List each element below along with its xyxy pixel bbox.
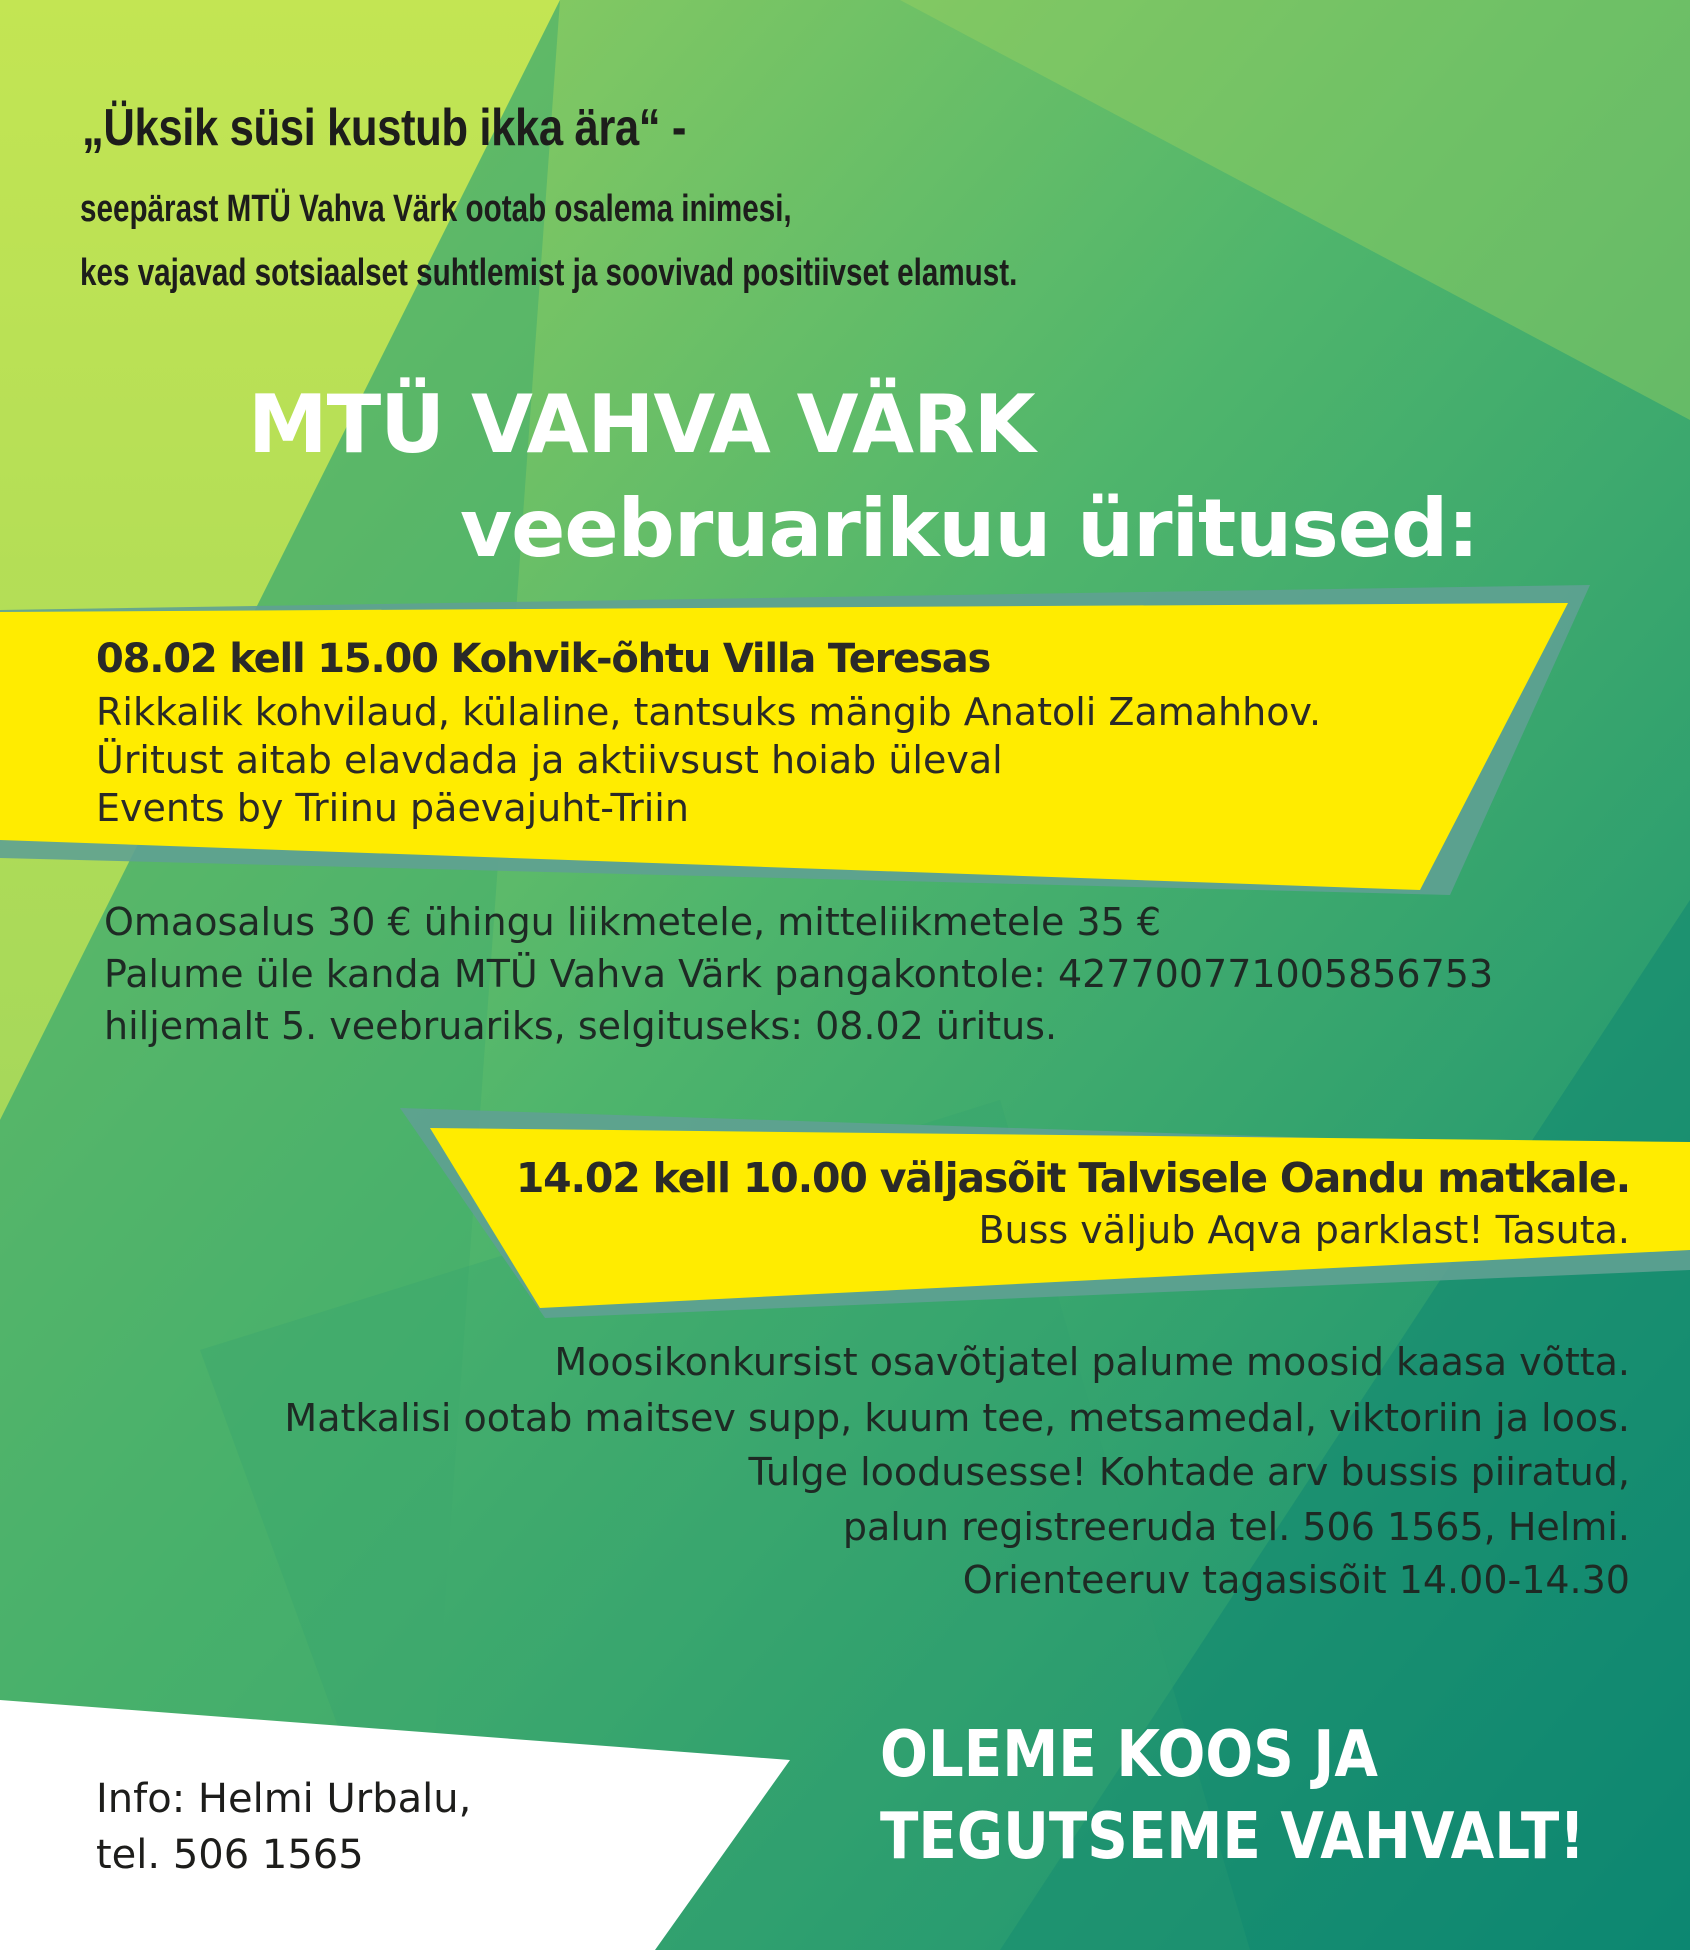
slogan-line-1: OLEME KOOS JA	[880, 1718, 1378, 1792]
payment-line: Omaosalus 30 € ühingu liikmetele, mitteliikmetele 35 €	[104, 900, 1162, 944]
event2-title: 14.02 kell 10.00 väljasõit Talvisele Oandu matkale.	[515, 1154, 1630, 1202]
intro-line-1: seepärast MTÜ Vahva Värk ootab osalema inimesi,	[80, 188, 792, 230]
headline-org-name: MTÜ VAHVA VÄRK	[248, 378, 1035, 471]
intro-quote: „Üksik süsi kustub ikka ära“ -	[82, 99, 687, 157]
event1-line: Üritust aitab elavdada ja aktiivsust hoiab üleval	[96, 738, 1003, 782]
event2-detail: Matkalisi ootab maitsev supp, kuum tee, metsamedal, viktoriin ja loos.	[284, 1396, 1630, 1440]
info-contact-phone: tel. 506 1565	[96, 1832, 364, 1878]
event1-line: Rikkalik kohvilaud, külaline, tantsuks mängib Anatoli Zamahhov.	[96, 690, 1322, 734]
info-contact-name: Info: Helmi Urbalu,	[96, 1776, 472, 1822]
event2-subtitle: Buss väljub Aqva parklast! Tasuta.	[978, 1208, 1630, 1252]
event2-detail: Moosikonkursist osavõtjatel palume moosid kaasa võtta.	[554, 1340, 1630, 1384]
event2-detail: palun registreeruda tel. 506 1565, Helmi.	[842, 1505, 1630, 1549]
payment-line: Palume üle kanda MTÜ Vahva Värk pangakontole: 427700771005856753	[104, 952, 1494, 996]
intro-line-2: kes vajavad sotsiaalset suhtlemist ja soovivad positiivset elamust.	[80, 252, 1018, 294]
event1-title: 08.02 kell 15.00 Kohvik-õhtu Villa Teresas	[96, 636, 991, 682]
slogan-line-2: TEGUTSEME VAHVALT!	[880, 1800, 1585, 1874]
event2-detail: Orienteeruv tagasisõit 14.00-14.30	[962, 1558, 1630, 1602]
payment-line: hiljemalt 5. veebruariks, selgituseks: 08.02 üritus.	[104, 1004, 1058, 1048]
event2-detail: Tulge loodusesse! Kohtade arv bussis piiratud,	[748, 1450, 1630, 1494]
headline-month-events: veebruarikuu üritused:	[460, 482, 1479, 575]
event1-line: Events by Triinu päevajuht-Triin	[96, 786, 689, 830]
